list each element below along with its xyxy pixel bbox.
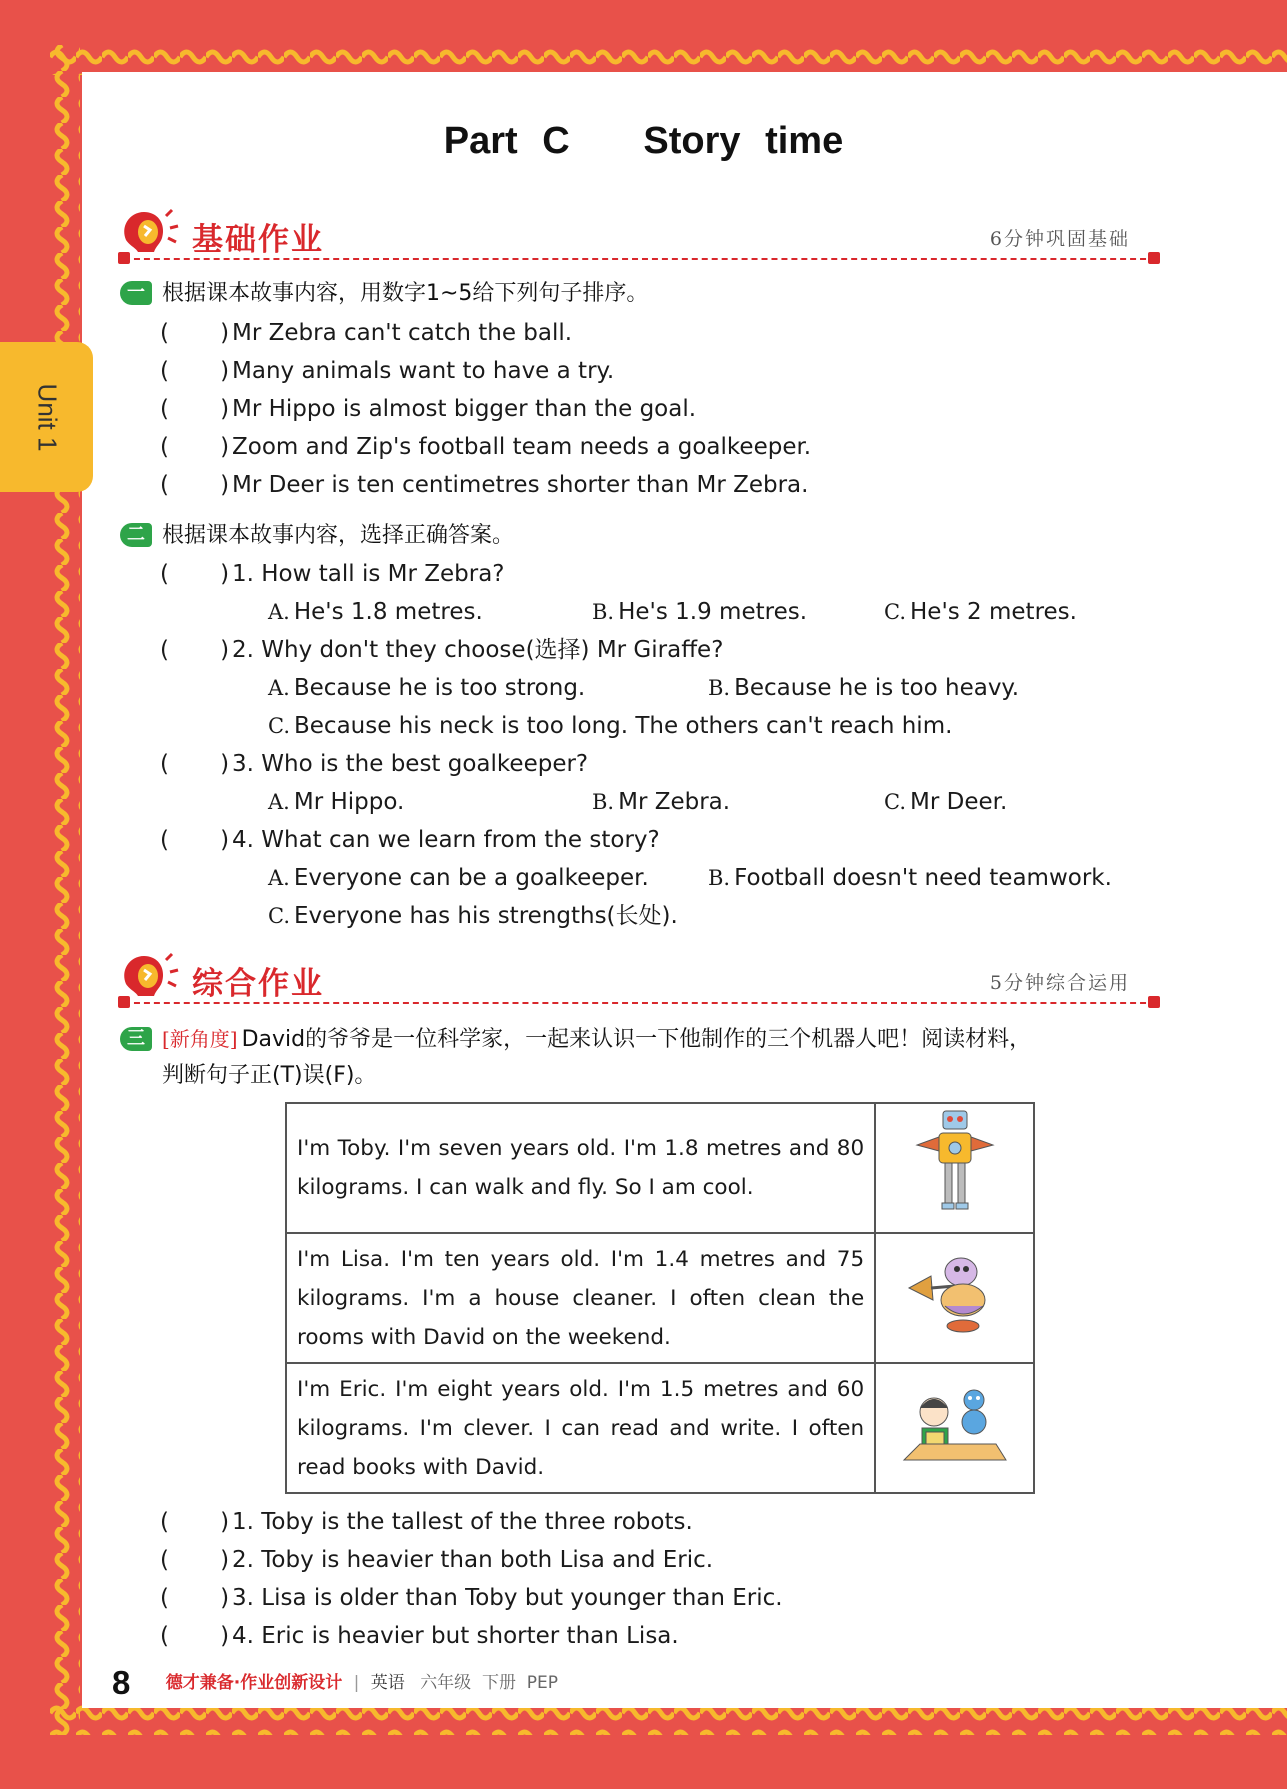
unit-tab[interactable] — [0, 342, 93, 492]
choice-option[interactable]: C. Mr Deer. — [884, 789, 1008, 815]
question-2-heading — [120, 519, 514, 553]
table-row — [286, 1103, 1034, 1233]
answer-blank[interactable]: ( ) — [160, 396, 230, 422]
table-row — [286, 1233, 1034, 1363]
true-false-item[interactable]: ( ) 4. Eric is heavier but shorter than Lisa. — [160, 1619, 679, 1653]
choice-question[interactable]: ( ) 3. Who is the best goalkeeper? — [160, 747, 588, 781]
answer-blank[interactable]: ( ) — [160, 1585, 230, 1611]
new-angle-tag: [新角度] — [162, 1027, 238, 1051]
ordering-item[interactable]: ( ) Mr Deer is ten centimetres shorter than Mr Zebra. — [160, 468, 808, 502]
choice-question[interactable]: ( ) 1. How tall is Mr Zebra? — [160, 557, 505, 591]
robot-description: I'm Eric. I'm eight years old. I'm 1.5 metres and 60 kilograms. I'm clever. I can read and write. I often read books with David. — [286, 1363, 875, 1493]
section-header-basic — [118, 206, 1160, 270]
ordering-item[interactable]: ( ) Mr Zebra can't catch the ball. — [160, 316, 572, 350]
answer-blank[interactable]: ( ) — [160, 472, 230, 498]
footer-separator: | — [353, 1673, 360, 1693]
flying-robot-icon — [915, 1107, 995, 1217]
question-number-badge: 二 — [120, 523, 152, 547]
choice-option[interactable]: C. Everyone has his strengths(长处). — [268, 903, 678, 929]
question-2-instruction: 根据课本故事内容，选择正确答案。 — [162, 523, 515, 548]
ordering-item[interactable]: ( ) Zoom and Zip's football team needs a goalkeeper. — [160, 430, 811, 464]
choice-option[interactable]: A. Mr Hippo. — [268, 789, 405, 815]
page-title: Part C Story time — [443, 120, 844, 162]
question-1-instruction: 根据课本故事内容，用数字1~5给下列句子排序。 — [162, 281, 649, 306]
page-footer — [112, 1664, 558, 1702]
answer-blank[interactable]: ( ) — [160, 751, 230, 777]
choice-question[interactable]: ( ) 2. Why don't they choose(选择) Mr Giraffe? — [160, 633, 723, 667]
robot-picture-cell — [875, 1103, 1034, 1233]
ordering-item[interactable]: ( ) Many animals want to have a try. — [160, 354, 614, 388]
question-number-badge: 一 — [120, 281, 152, 305]
cleaning-robot-icon — [905, 1242, 1005, 1342]
answer-blank[interactable]: ( ) — [160, 1509, 230, 1535]
question-3-instruction-line1: David的爷爷是一位科学家，一起来认识一下他制作的三个机器人吧！阅读材料， — [241, 1027, 1032, 1052]
choice-option[interactable]: B. Football doesn't need teamwork. — [708, 865, 1112, 891]
ordering-item[interactable]: ( ) Mr Hippo is almost bigger than the goal. — [160, 392, 696, 426]
dashed-divider — [124, 258, 1156, 260]
answer-blank[interactable]: ( ) — [160, 434, 230, 460]
book-brand: 德才兼备·作业创新设计 — [165, 1673, 343, 1693]
divider-endpoint — [1148, 996, 1160, 1008]
divider-endpoint — [1148, 252, 1160, 264]
true-false-item[interactable]: ( ) 1. Toby is the tallest of the three robots. — [160, 1505, 693, 1539]
section-header-comprehensive — [118, 950, 1160, 1014]
true-false-item[interactable]: ( ) 2. Toby is heavier than both Lisa and Eric. — [160, 1543, 713, 1577]
answer-blank[interactable]: ( ) — [160, 1547, 230, 1573]
choice-option[interactable]: C. He's 2 metres. — [884, 599, 1077, 625]
question-number-badge: 三 — [120, 1027, 152, 1051]
answer-blank[interactable]: ( ) — [160, 1623, 230, 1649]
choice-option[interactable]: B. Mr Zebra. — [592, 789, 731, 815]
section-title-comprehensive: 综合作业 — [192, 966, 324, 1002]
choice-option[interactable]: C. Because his neck is too long. The others can't reach him. — [268, 713, 953, 739]
divider-endpoint — [118, 996, 130, 1008]
answer-blank[interactable]: ( ) — [160, 561, 230, 587]
answer-blank[interactable]: ( ) — [160, 637, 230, 663]
footer-subject: 英语 — [370, 1673, 405, 1693]
robot-description: I'm Toby. I'm seven years old. I'm 1.8 metres and 80 kilograms. I can walk and fly. So I am cool. — [286, 1103, 875, 1233]
choice-option[interactable]: A. Everyone can be a goalkeeper. — [268, 865, 649, 891]
question-3-heading — [120, 1022, 1160, 1093]
choice-question[interactable]: ( ) 4. What can we learn from the story? — [160, 823, 660, 857]
answer-blank[interactable]: ( ) — [160, 827, 230, 853]
robot-info-table — [285, 1102, 1035, 1494]
page-number: 8 — [112, 1664, 131, 1701]
choice-option[interactable]: B. Because he is too heavy. — [708, 675, 1020, 701]
robot-picture-cell — [875, 1233, 1034, 1363]
choice-option[interactable]: B. He's 1.9 metres. — [592, 599, 808, 625]
question-3-instruction-line2: 判断句子正(T)误(F)。 — [162, 1063, 377, 1088]
true-false-item[interactable]: ( ) 3. Lisa is older than Toby but younger than Eric. — [160, 1581, 783, 1615]
section-note-basic: 6分钟巩固基础 — [989, 228, 1130, 250]
section-title-basic: 基础作业 — [192, 222, 324, 258]
answer-blank[interactable]: ( ) — [160, 358, 230, 384]
reading-robot-icon — [900, 1372, 1010, 1472]
question-1-heading — [120, 277, 648, 311]
robot-description: I'm Lisa. I'm ten years old. I'm 1.4 metres and 75 kilograms. I'm a house cleaner. I often clean the rooms with David on the weekend. — [286, 1233, 875, 1363]
robot-picture-cell — [875, 1363, 1034, 1493]
section-note-comprehensive: 5分钟综合运用 — [989, 972, 1130, 994]
divider-endpoint — [118, 252, 130, 264]
choice-option[interactable]: A. He's 1.8 metres. — [268, 599, 483, 625]
table-row — [286, 1363, 1034, 1493]
answer-blank[interactable]: ( ) — [160, 320, 230, 346]
dashed-divider — [124, 1002, 1156, 1004]
choice-option[interactable]: A. Because he is too strong. — [268, 675, 586, 701]
footer-grade: 六年级 下册 PEP — [420, 1673, 559, 1693]
unit-tab-label: Unit 1 — [31, 383, 62, 451]
